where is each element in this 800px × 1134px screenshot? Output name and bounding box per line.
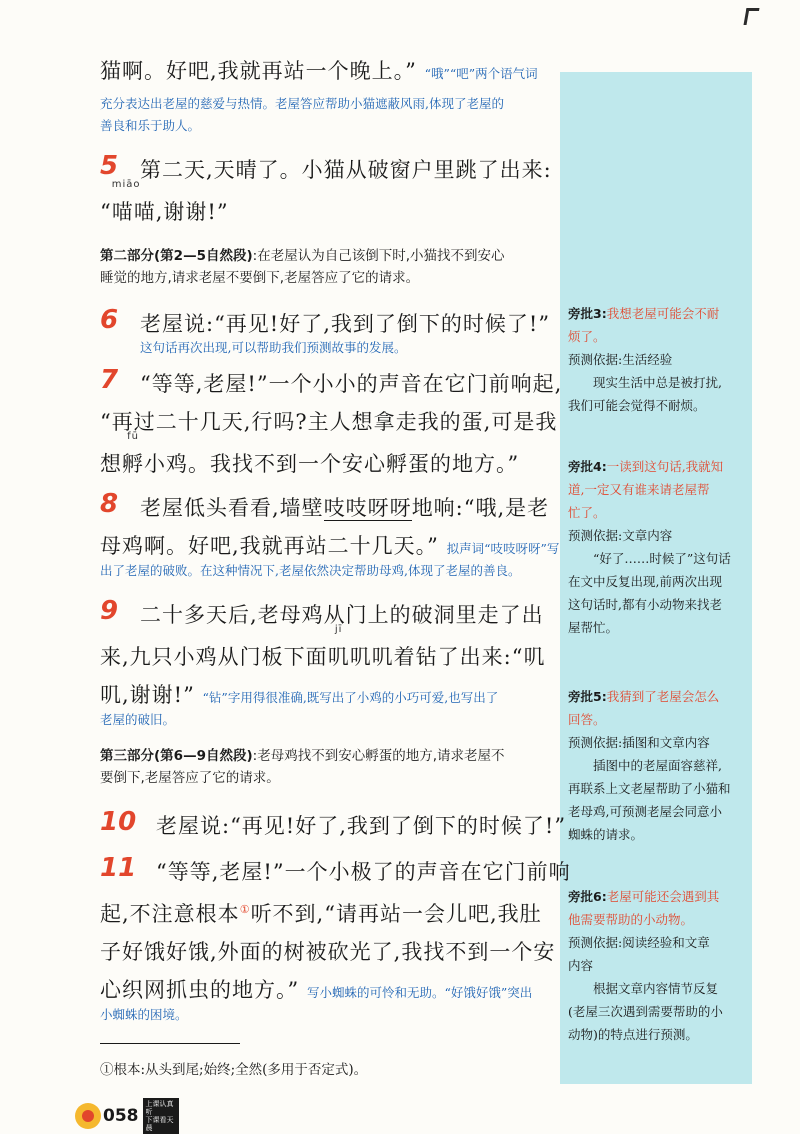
body-text: “等等,老屋!”一个小极了的声音在它门前响	[156, 860, 571, 884]
body-text: 老屋说:“再见!好了,我到了倒下的时候了!”	[156, 814, 567, 838]
paragraph-8: 8 老屋低头看看,墙壁吱吱呀呀地响:“哦,是老 母鸡啊。好吧,我就再站二十几天。” 拟声词“吱吱呀呀”写 出了老屋的破败。在这种情况下,老屋依然决定帮助母鸡,体现了老屋的善良。	[100, 489, 555, 582]
annotation-note: 老屋的破旧。	[100, 712, 176, 727]
footnote-divider	[100, 1043, 240, 1044]
pinyin-annotation: fū	[127, 431, 139, 442]
body-text: “再过二十几天,行吗?主人想拿走我的蛋,可是我	[100, 410, 558, 434]
paragraph-number: 11	[100, 853, 137, 883]
pinyin-char: fū 孵	[122, 431, 144, 476]
underlined-phrase: 吱吱呀呀	[323, 496, 412, 520]
annotation-note: 充分表达出老屋的慈爱与热情。老屋答应帮助小猫遮蔽风雨,体现了老屋的	[100, 96, 504, 111]
flower-badge-icon	[75, 1103, 101, 1129]
summary-label: 第三部分	[100, 748, 154, 764]
prediction-basis: 预测依据:阅读经验和文章	[568, 935, 710, 950]
body-text: 老屋说:“再见!好了,我到了倒下的时候了!”	[140, 312, 551, 336]
annotation-note: “哦”“吧”两个语气词	[424, 66, 538, 81]
body-text: 二十多天后,老母鸡从门上的破洞里走了出	[140, 603, 544, 627]
paragraph-number: 8	[100, 489, 119, 519]
side-annotation-title: 旁批3:	[568, 306, 607, 321]
paragraph-5: 5 第二天,天晴了。小猫从破窗户里跳了出来: “ miāo 喵喵,谢谢!”	[100, 151, 555, 231]
paragraph-10	[100, 807, 567, 845]
annotation-note: 善良和乐于助人。	[100, 118, 201, 133]
pinyin-char: miāo 喵	[111, 179, 141, 224]
paragraph-number: 6	[100, 305, 119, 335]
side-annotation-title: 旁批4:	[568, 459, 607, 474]
annotation-note: “钻”字用得很准确,既写出了小鸡的小巧可爱,也写出了	[202, 690, 499, 705]
part-summary-2: 第二部分(第2—5自然段):在老屋认为自己该倒下时,小猫找不到安心 睡觉的地方,请求老屋不要倒下,老屋答应了它的请求。	[100, 248, 505, 286]
annotation-note: 拟声词“吱吱呀呀”写	[446, 541, 560, 556]
side-annotation-4: 旁批4:一读到这句话,我就知 道,一定又有谁来请老屋帮 忙了。 预测依据:文章内容 “好了……时候了”这句话 在文中反复出现,前两次出现 这句话时,都有小动物来找老 屋帮忙。	[568, 455, 752, 639]
footnote: ①根本:从头到尾;始终;全然(多用于否定式)。	[100, 1062, 368, 1078]
page-footer	[75, 1098, 179, 1134]
prediction-basis: 预测依据:插图和文章内容	[568, 735, 710, 750]
side-annotation-6: 旁批6:老屋可能还会遇到其 他需要帮助的小动物。 预测依据:阅读经验和文章 内容 根据文章内容情节反复 (老屋三次遇到需要帮助的小 动物)的特点进行预测。	[568, 885, 752, 1046]
side-annotation-title: 旁批5:	[568, 689, 607, 704]
pinyin-char: jī 叽	[327, 624, 350, 669]
footer-tag: 上课认真听 下课看天晨	[143, 1098, 179, 1134]
body-text: 猫啊。好吧,我就再站一个晚上。”	[100, 59, 417, 83]
summary-label: 第二部分	[100, 248, 154, 264]
body-text: 第二天,天晴了。小猫从破窗户里跳了出来:	[140, 158, 552, 182]
paragraph-number: 7	[100, 365, 119, 395]
annotation-note: 这句话再次出现,可以帮助我们预测故事的发展。	[140, 340, 407, 355]
paragraph-6	[100, 305, 555, 359]
paragraph-11: 11 “等等,老屋!”一个小极了的声音在它门前响 起,不注意根本①听不到,“请再站一会儿吧,我肚 子好饿好饿,外面的树被砍光了,我找不到一个安 心织网抓虫的地方。” 写小蜘蛛的可怜和无助。“好饿好饿”突出 小蜘蛛的困境。	[100, 853, 555, 1026]
paragraph-number: 10	[100, 807, 137, 837]
page-number: 058	[103, 1106, 139, 1126]
pinyin-annotation: jī	[334, 624, 343, 635]
body-text: “等等,老屋!”一个小小的声音在它门前响起,	[140, 372, 563, 396]
annotation-note: 出了老屋的破败。在这种情况下,老屋依然决定帮助母鸡,体现了老屋的善良。	[100, 563, 521, 578]
side-annotation-title: 旁批6:	[568, 889, 607, 904]
side-annotation-3: 旁批3:我想老屋可能会不耐 烦了。 预测依据:生活经验 现实生活中总是被打扰, 我们可能会觉得不耐烦。	[568, 302, 752, 417]
body-text: 子好饿好饿,外面的树被砍光了,我找不到一个安	[100, 940, 556, 964]
part-summary-3: 第三部分(第6—9自然段):老母鸡找不到安心孵蛋的地方,请求老屋不 要倒下,老屋答应了它的请求。	[100, 748, 505, 786]
pinyin-annotation: miāo	[111, 179, 141, 190]
prediction-basis: 预测依据:生活经验	[568, 352, 673, 367]
main-text	[100, 52, 571, 1026]
continued-paragraph	[100, 52, 555, 137]
paragraph-7: 7 “等等,老屋!”一个小小的声音在它门前响起, “再过二十几天,行吗?主人想拿走我的蛋,可是我 想 fū 孵小鸡。我找不到一个安心孵蛋的地方。”	[100, 365, 555, 483]
paragraph-9: 9 二十多天后,老母鸡从门上的破洞里走了出 来,九只小鸡从门板下面 jī 叽叽叽着钻了出来:“叽 叽,谢谢!” “钻”字用得很准确,既写出了小鸡的小巧可爱,也写出了 老屋的破旧。	[100, 596, 555, 731]
corner-mark-icon	[744, 8, 760, 25]
paragraph-number: 5	[100, 151, 119, 181]
footnote-marker[interactable]: ①	[239, 903, 251, 916]
prediction-basis: 预测依据:文章内容	[568, 528, 673, 543]
annotation-note: 小蜘蛛的困境。	[100, 1007, 188, 1022]
paragraph-number: 9	[100, 596, 119, 626]
annotation-note: 写小蜘蛛的可怜和无助。“好饿好饿”突出	[306, 985, 533, 1000]
side-annotation-5: 旁批5:我猜到了老屋会怎么 回答。 预测依据:插图和文章内容 插图中的老屋面容慈祥, 再联系上文老屋帮助了小猫和 老母鸡,可预测老屋会同意小 蜘蛛的请求。	[568, 685, 752, 846]
